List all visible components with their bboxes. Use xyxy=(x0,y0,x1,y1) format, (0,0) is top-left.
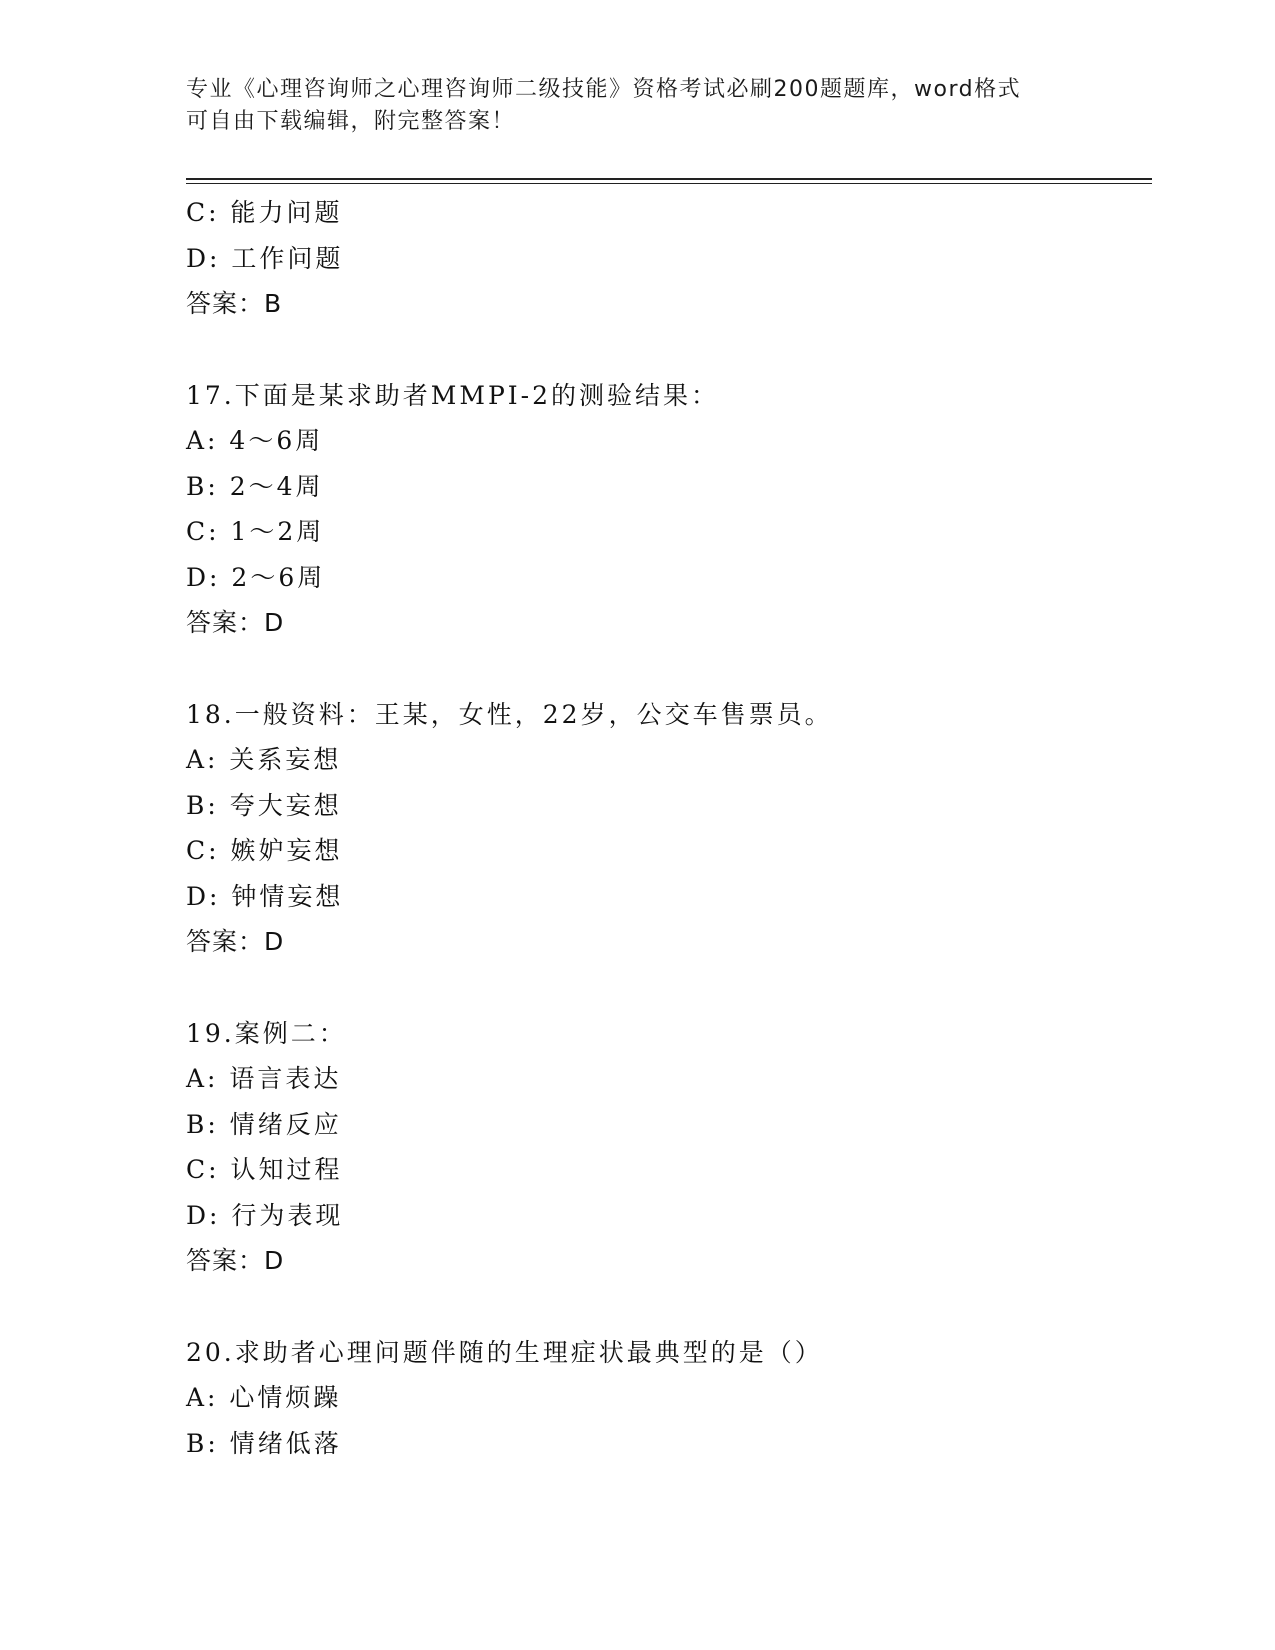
question-stem: 20.求助者心理问题伴随的生理症状最典型的是（） xyxy=(186,1337,823,1367)
option-c: C: 嫉妒妄想 xyxy=(186,836,343,865)
option-d: D: 2～6周 xyxy=(186,562,326,592)
option-c: C: 1～2周 xyxy=(186,517,325,546)
document-header xyxy=(186,74,1066,138)
answer-line: 答案：D xyxy=(186,927,285,956)
option-a: A: 关系妄想 xyxy=(186,745,342,774)
option-d: D: 工作问题 xyxy=(186,243,344,273)
question-stem: 17.下面是某求助者MMPI-2的测验结果： xyxy=(186,380,720,410)
answer-line: 答案：D xyxy=(186,1246,285,1275)
header-line-1: 专业《心理咨询师之心理咨询师二级技能》资格考试必刷200题题库，word格式 xyxy=(186,77,1022,102)
question-block-17 xyxy=(186,373,1146,646)
question-block-20 xyxy=(186,1330,1146,1467)
option-b: B: 2～4周 xyxy=(186,471,324,501)
question-block-19 xyxy=(186,1011,1146,1284)
answer-line: 答案：B xyxy=(186,289,283,318)
question-list xyxy=(186,190,1146,1466)
answer-line: 答案：D xyxy=(186,608,285,637)
question-stem: 19.案例二： xyxy=(186,1018,347,1048)
option-a: A: 语言表达 xyxy=(186,1064,342,1093)
question-block-16 xyxy=(186,190,1146,327)
option-b: B: 情绪低落 xyxy=(186,1428,342,1458)
option-d: D: 钟情妄想 xyxy=(186,881,344,911)
option-d: D: 行为表现 xyxy=(186,1200,344,1230)
header-divider-thin xyxy=(186,183,1152,184)
option-c: C: 认知过程 xyxy=(186,1155,343,1184)
question-block-18 xyxy=(186,692,1146,965)
option-a: A: 心情烦躁 xyxy=(186,1383,342,1412)
header-divider-thick xyxy=(186,178,1152,180)
option-b: B: 夸大妄想 xyxy=(186,790,342,820)
header-line-2: 可自由下载编辑，附完整答案！ xyxy=(186,109,516,134)
option-b: B: 情绪反应 xyxy=(186,1109,342,1139)
question-stem: 18.一般资料：王某，女性，22岁，公交车售票员。 xyxy=(186,699,833,729)
option-c: C: 能力问题 xyxy=(186,198,343,227)
option-a: A: 4～6周 xyxy=(186,426,324,455)
